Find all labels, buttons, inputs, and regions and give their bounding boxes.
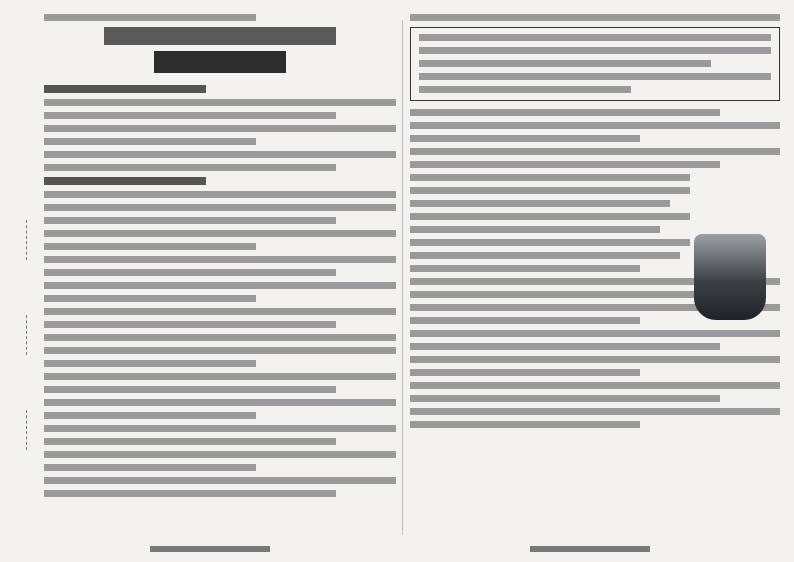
text-line [410,109,720,116]
text-line [44,360,256,367]
text-line [410,174,690,181]
binding-field [14,410,27,450]
text-line [44,490,336,497]
text-line [44,164,336,171]
quoted-passage-box [410,27,780,101]
text-line [44,282,396,289]
text-line [419,34,771,41]
text-line [419,47,771,54]
text-line [410,187,690,194]
section-heading [44,177,206,185]
text-line [419,86,631,93]
page-footer [150,546,270,552]
text-line [410,161,720,168]
text-line [419,60,711,67]
text-line [44,138,256,145]
text-line [44,191,396,198]
text-line [44,308,396,315]
vase-photo [694,234,766,320]
binding-field [14,220,27,260]
text-line [44,295,256,302]
section-heading [44,85,206,93]
text-line [44,334,396,341]
text-line [44,451,396,458]
text-line [44,386,336,393]
text-line [410,317,640,324]
text-line [44,125,396,132]
binding-field [14,315,27,355]
text-line [44,230,396,237]
text-line [44,373,396,380]
text-line [410,226,660,233]
text-line [44,204,396,211]
text-line [44,347,396,354]
left-column [44,14,396,534]
text-line [44,99,396,106]
text-line [410,14,780,21]
exam-title [104,27,336,45]
text-line [44,151,396,158]
text-line [44,425,396,432]
text-line [410,265,640,272]
text-line [410,239,690,246]
text-line [410,213,690,220]
text-line [44,112,336,119]
text-line [44,399,396,406]
text-line [419,73,771,80]
text-line [410,200,670,207]
text-line [44,412,256,419]
text-line [410,148,780,155]
text-line [44,438,336,445]
text-line [410,356,780,363]
text-line [410,408,780,415]
text-line [44,464,256,471]
text-line [44,477,396,484]
text-line [410,343,720,350]
text-line [44,243,256,250]
text-line [44,321,336,328]
text-line [410,382,780,389]
subject-title [154,51,286,73]
text-line [410,395,720,402]
text-line [410,421,640,428]
text-line [410,369,640,376]
text-line [44,256,396,263]
column-divider [402,20,403,535]
text-line [44,217,336,224]
text-line [410,291,720,298]
page-footer [530,546,650,552]
text-line [410,122,780,129]
text-line [410,135,640,142]
text-line [44,269,336,276]
text-line [410,330,780,337]
binding-margin [0,0,40,562]
confidential-notice [44,14,256,21]
right-column [410,14,780,534]
text-line [410,252,680,259]
